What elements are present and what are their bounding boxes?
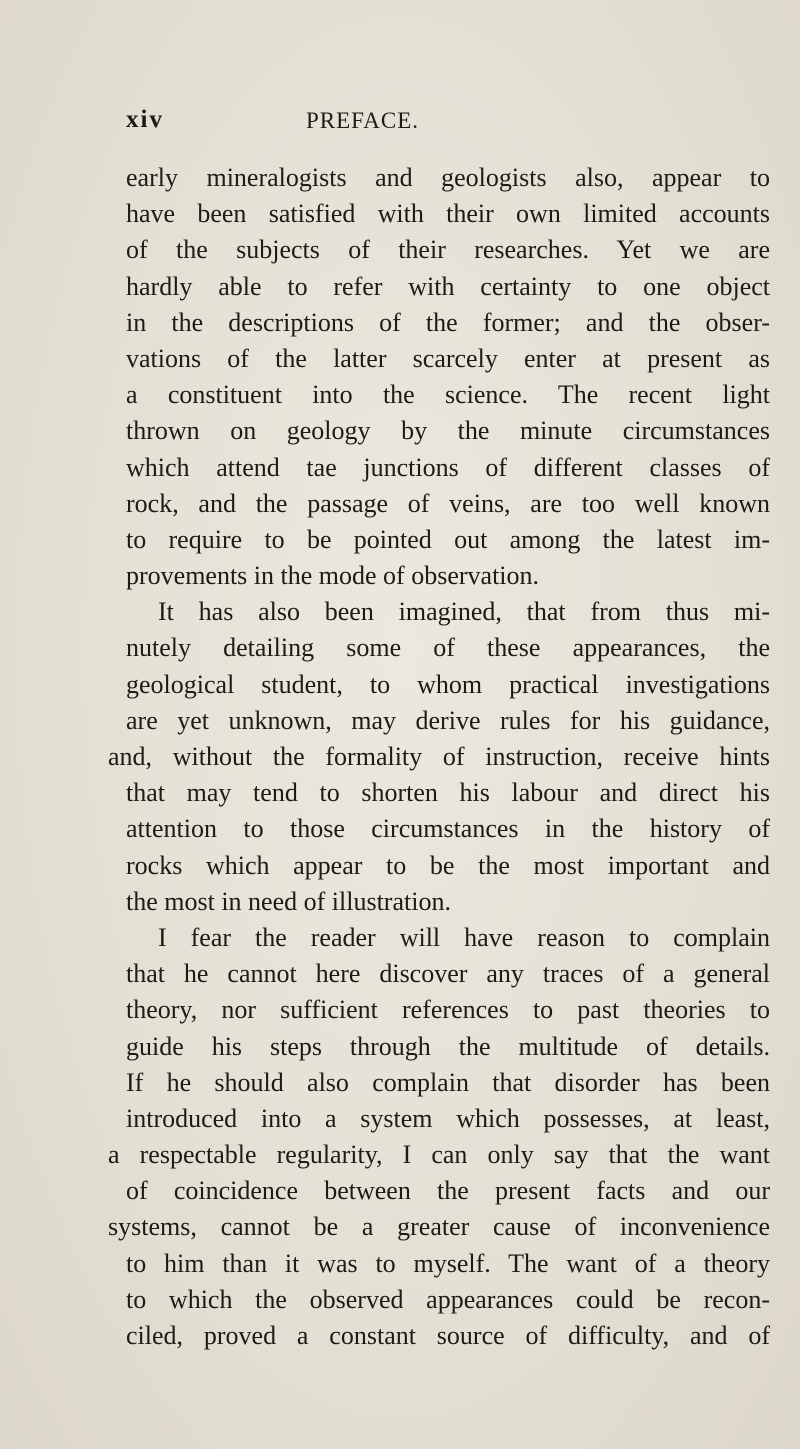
running-head: PREFACE.: [306, 108, 420, 133]
paragraph-start-line: It has also been imagined, that from thus mi-: [158, 597, 770, 627]
text-line: have been satisfied with their own limited accounts: [126, 199, 770, 229]
text-line: a constituent into the science. The recent light: [126, 380, 770, 410]
text-line: rocks which appear to be the most important and: [126, 850, 770, 880]
text-line: ciled, proved a constant source of difficulty, and of: [126, 1321, 770, 1350]
text-line: a respectable regularity, I can only say that the want: [108, 1140, 770, 1170]
text-line: guide his steps through the multitude of details.: [126, 1031, 770, 1061]
text-line: to which the observed appearances could be recon-: [126, 1284, 770, 1314]
text-line: thrown on geology by the minute circumstances: [126, 416, 770, 446]
text-line: in the descriptions of the former; and the obser-: [126, 307, 770, 337]
page-header: [126, 106, 746, 142]
paragraph-end-line: provements in the mode of observation.: [126, 561, 540, 591]
text-line: to him than it was to myself. The want of a theory: [126, 1248, 770, 1278]
text-line: and, without the formality of instruction, receive hints: [108, 742, 770, 771]
text-line: of the subjects of their researches. Yet we are: [126, 235, 770, 265]
text-line: geological student, to whom practical investigations: [126, 669, 770, 699]
text-line: which attend tae junctions of different classes of: [126, 452, 770, 482]
text-line: theory, nor sufficient references to past theories to: [126, 995, 770, 1025]
paragraph-end-line: the most in need of illustration.: [126, 886, 451, 916]
text-line: are yet unknown, may derive rules for his guidance,: [126, 705, 770, 735]
text-line: of coincidence between the present facts and our: [126, 1176, 770, 1206]
text-line: vations of the latter scarcely enter at present as: [126, 343, 770, 373]
body-text: [108, 160, 770, 1354]
text-line: rock, and the passage of veins, are too well known: [126, 488, 770, 518]
text-line: attention to those circumstances in the history of: [126, 814, 770, 844]
text-line: that may tend to shorten his labour and direct his: [126, 778, 770, 808]
text-line: hardly able to refer with certainty to one object: [126, 271, 770, 301]
text-line: to require to be pointed out among the latest im-: [126, 524, 770, 554]
text-line: introduced into a system which possesses, at least,: [126, 1103, 770, 1133]
text-line: that he cannot here discover any traces of a general: [126, 959, 770, 989]
text-line: nutely detailing some of these appearances, the: [126, 633, 770, 663]
paragraph-start-line: I fear the reader will have reason to complain: [158, 922, 770, 952]
text-line: early mineralogists and geologists also, appear to: [126, 163, 770, 192]
text-line: If he should also complain that disorder has been: [126, 1067, 770, 1097]
text-line: systems, cannot be a greater cause of inconvenience: [108, 1212, 770, 1242]
page-number: xiv: [126, 106, 164, 133]
